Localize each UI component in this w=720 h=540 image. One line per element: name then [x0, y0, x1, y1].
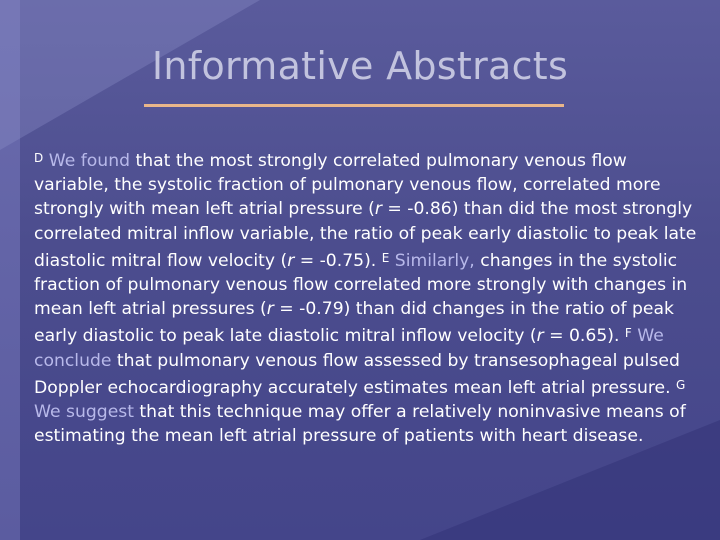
slide-title: Informative Abstracts [151, 44, 569, 88]
marker-d: D [34, 151, 44, 165]
move-we-found: We found [48, 151, 131, 171]
stat-value-d1: = -0.86) than did the most strongly correlated mitral inflow variable, the ratio of peak early diastolic to peak late diastolic mitral flow velocity ( [34, 199, 697, 271]
sentence-f-text: that pulmonary venous flow assessed by transesophageal pulsed Doppler echocardiography accurately estimates mean left atrial pressure. [34, 350, 680, 398]
stat-r-e2: r [536, 326, 544, 347]
stat-r-e1: r [266, 299, 274, 320]
marker-f: F [624, 326, 632, 341]
abstract-body [34, 146, 704, 448]
move-similarly: Similarly, [394, 250, 475, 271]
sentence-e-text: changes in the systolic fraction of pulmonary venous flow correlated more strongly with changes in mean left atrial pressures ( [34, 250, 688, 320]
sentence-d-text: that the most strongly correlated pulmonary venous flow variable, the systolic fraction of pulmonary venous flow, correlated more strongly with mean left atrial pressure ( [34, 151, 661, 220]
marker-g: G [676, 377, 686, 392]
stat-value-e2: = 0.65). [543, 326, 625, 347]
marker-e: E [381, 250, 390, 265]
move-we-suggest: We suggest [34, 402, 134, 423]
stat-r-d2: r [287, 250, 295, 271]
stat-value-e1: = -0.79) than did changes in the ratio of peak early diastolic to peak late diastolic mitral inflow velocity ( [34, 299, 674, 347]
title-underline [144, 104, 564, 107]
sentence-g-text: that this technique may offer a relatively noninvasive means of estimating the mean left atrial pressure of patients with heart disease. [34, 402, 686, 447]
stat-value-d2: = -0.75). [294, 250, 382, 271]
move-we-conclude: We conclude [34, 326, 664, 371]
stat-r-d1: r [374, 199, 382, 220]
